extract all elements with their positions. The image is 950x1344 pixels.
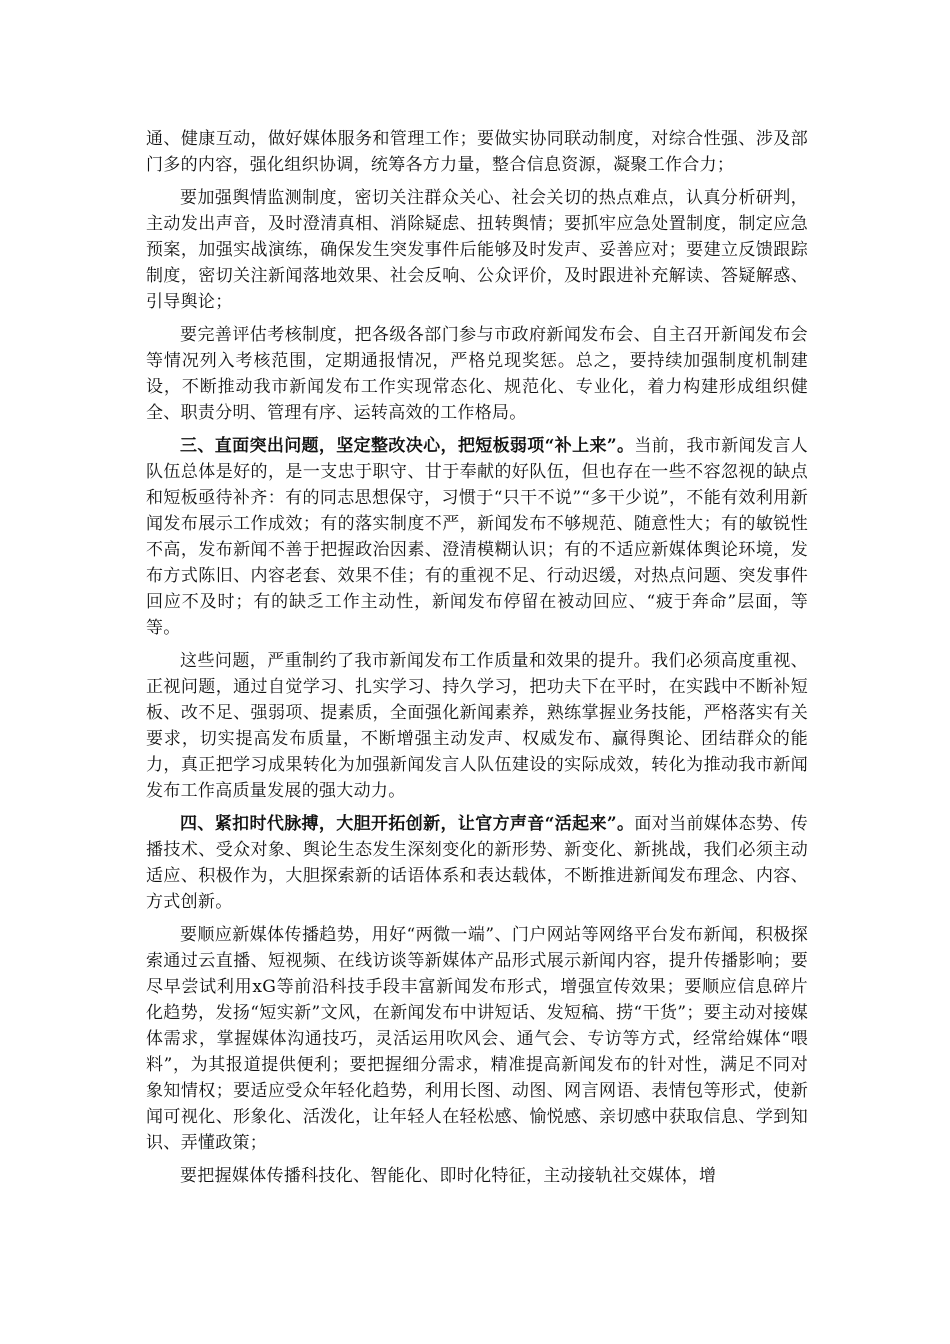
- paragraph-8-text: 要把握媒体传播科技化、智能化、即时化特征，主动接轨社交媒体，增: [180, 1166, 717, 1186]
- paragraph-1: [146, 126, 808, 178]
- section-heading-3: 三、直面突出问题，坚定整改决心，把短板弱项“补上来”。: [180, 436, 635, 456]
- paragraph-6-text: 面对当前媒体态势、传播技术、受众对象、舆论生态发生深刻变化的新形势、新变化、新挑战，我们必须主动适应、积极作为，大胆探索新的话语体系和表达载体，不断推进新闻发布理念、内容、方式创新。: [146, 814, 809, 912]
- document-page: [146, 126, 808, 1196]
- paragraph-5-text: 这些问题，严重制约了我市新闻发布工作质量和效果的提升。我们必须高度重视、正视问题，通过自觉学习、扎实学习、持久学习，把功夫下在平时，在实践中不断补短板、改不足、强弱项、提素质，全面强化新闻素养，熟练掌握业务技能，严格落实有关要求，切实提高发布质量，不断增强主动发声、权威发布、赢得舆论、团结群众的能力，真正把学习成果转化为加强新闻发言人队伍建设的实际成效，转化为推动我市新闻发布工作高质量发展的强大动力。: [146, 651, 808, 801]
- section-heading-4: 四、紧扣时代脉搏，大胆开拓创新，让官方声音“活起来”。: [180, 814, 635, 834]
- paragraph-4-text: 当前，我市新闻发言人队伍总体是好的，是一支忠于职守、甘于奉献的好队伍，但也存在一些不容忽视的缺点和短板亟待补齐：有的同志思想保守，习惯于“只干不说”“多干少说”，不能有效利用新闻发布展示工作成效；有的落实制度不严，新闻发布不够规范、随意性大；有的敏锐性不高，发布新闻不善于把握政治因素、澄清模糊认识；有的不适应新媒体舆论环境，发布方式陈旧、内容老套、效果不佳；有的重视不足、行动迟缓，对热点问题、突发事件回应不及时；有的缺乏工作主动性，新闻发布停留在被动回应、“疲于奔命”层面，等等。: [146, 436, 809, 638]
- paragraph-2: [146, 185, 808, 315]
- paragraph-1-text: 通、健康互动，做好媒体服务和管理工作；要做实协同联动制度，对综合性强、涉及部门多的内容，强化组织协调，统筹各方力量，整合信息资源，凝聚工作合力；: [146, 129, 808, 175]
- paragraph-3-text: 要完善评估考核制度，把各级各部门参与市政府新闻发布会、自主召开新闻发布会等情况列入考核范围，定期通报情况，严格兑现奖惩。总之，要持续加强制度机制建设，不断推动我市新闻发布工作实现常态化、规范化、专业化，着力构建形成组织健全、职责分明、管理有序、运转高效的工作格局。: [146, 325, 808, 423]
- paragraph-4: [146, 433, 808, 641]
- paragraph-3: [146, 322, 808, 426]
- paragraph-2-text: 要加强舆情监测制度，密切关注群众关心、社会关切的热点难点，认真分析研判，主动发出声音，及时澄清真相、消除疑虑、扭转舆情；要抓牢应急处置制度，制定应急预案，加强实战演练，确保发生突发事件后能够及时发声、妥善应对；要建立反馈跟踪制度，密切关注新闻落地效果、社会反响、公众评价，及时跟进补充解读、答疑解惑、引导舆论；: [146, 188, 808, 312]
- paragraph-7: [146, 922, 808, 1156]
- paragraph-5: [146, 648, 808, 804]
- paragraph-8: [146, 1163, 808, 1189]
- paragraph-6: [146, 811, 808, 915]
- paragraph-7-text: 要顺应新媒体传播趋势，用好“两微一端”、门户网站等网络平台发布新闻，积极探索通过云直播、短视频、在线访谈等新媒体产品形式展示新闻内容，提升传播影响；要尽早尝试利用xG等前沿科技手段丰富新闻发布形式，增强宣传效果；要顺应信息碎片化趋势，发扬“短实新”文风，在新闻发布中讲短话、发短稿、捞“干货”；要主动对接媒体需求，掌握媒体沟通技巧，灵活运用吹风会、通气会、专访等方式，经常给媒体“喂料”，为其报道提供便利；要把握细分需求，精准提高新闻发布的针对性，满足不同对象知情权；要适应受众年轻化趋势，利用长图、动图、网言网语、表情包等形式，使新闻可视化、形象化、活泼化，让年轻人在轻松感、愉悦感、亲切感中获取信息、学到知识、弄懂政策；: [146, 925, 808, 1153]
